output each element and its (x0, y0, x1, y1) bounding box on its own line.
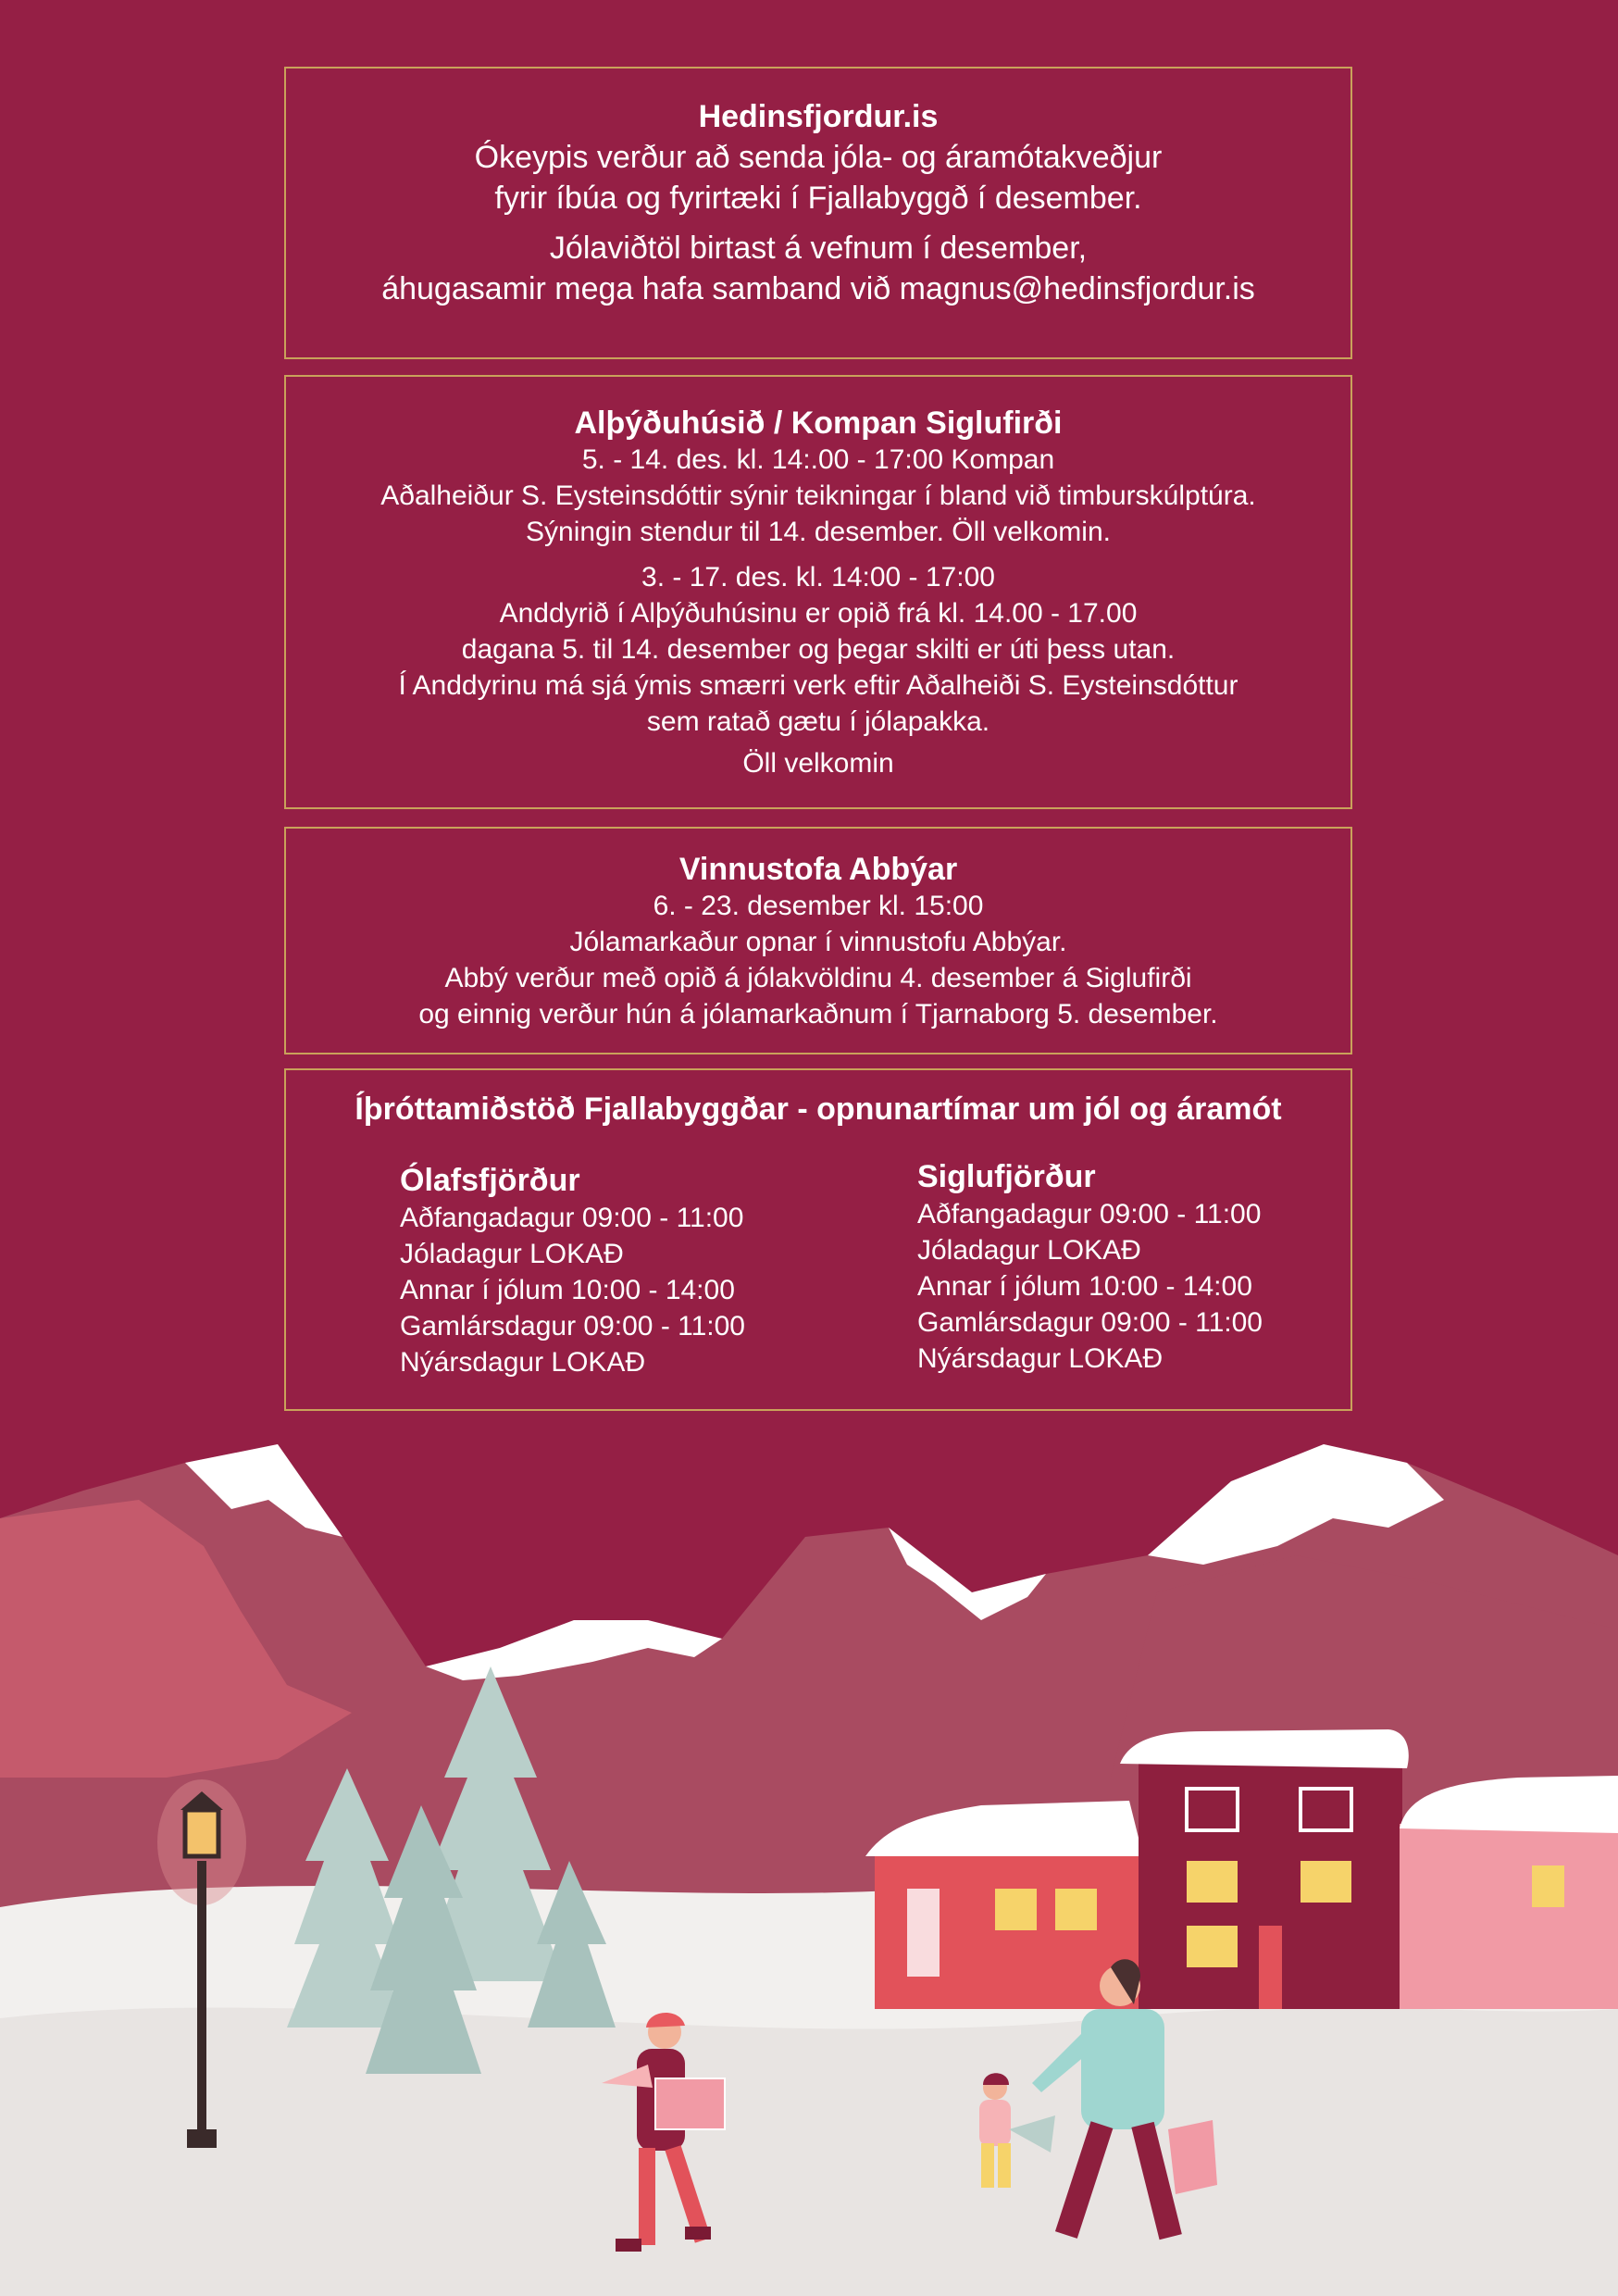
box2-line: Öll velkomin (742, 748, 894, 779)
box2-line: Anddyrið í Alþýðuhúsinu er opið frá kl. 14.00 - 17.00 (499, 598, 1138, 629)
althyduhusid-title: Alþýðuhúsið / Kompan Siglufirði (574, 406, 1063, 441)
box2-line: dagana 5. til 14. desember og þegar skilti er úti þess utan. (461, 634, 1176, 665)
althyduhusid-box (284, 375, 1352, 809)
hours-line: Annar í jólum 10:00 - 14:00 (917, 1271, 1252, 1302)
hours-line: Jóladagur LOKAÐ (917, 1235, 1141, 1266)
olafsfjordur-heading: Ólafsfjörður (400, 1163, 580, 1198)
box3-line: Jólamarkaður opnar í vinnustofu Abbýar. (569, 927, 1067, 957)
contact-email-link[interactable]: magnus@hedinsfjordur.is (899, 271, 1255, 306)
hours-line: Jóladagur LOKAÐ (400, 1239, 624, 1269)
box2-line: 3. - 17. des. kl. 14:00 - 17:00 (641, 562, 995, 593)
hours-line: Nýársdagur LOKAÐ (400, 1347, 646, 1378)
siglufjordur-column (917, 1157, 1263, 1377)
box2-line: sem ratað gætu í jólapakka. (646, 706, 990, 737)
hours-line: Annar í jólum 10:00 - 14:00 (400, 1275, 735, 1305)
box1-line: fyrir íbúa og fyrirtæki í Fjallabyggð í desember. (494, 181, 1142, 216)
box3-line: Abbý verður með opið á jólakvöldinu 4. desember á Siglufirði (444, 963, 1192, 993)
box2-line: Sýningin stendur til 14. desember. Öll velkomin. (526, 517, 1111, 547)
olafsfjordur-column (400, 1161, 745, 1380)
hedinsfjordur-title: Hedinsfjordur.is (698, 99, 939, 134)
winter-scene-illustration (0, 1426, 1618, 2296)
box1-line: Jólaviðtöl birtast á vefnum í desember, (549, 231, 1088, 266)
hours-line: Nýársdagur LOKAÐ (917, 1343, 1164, 1374)
hours-line: Aðfangadagur 09:00 - 11:00 (400, 1203, 744, 1233)
hedinsfjordur-box (284, 67, 1352, 359)
siglufjordur-heading: Siglufjörður (917, 1159, 1096, 1194)
box2-line: Aðalheiður S. Eysteinsdóttir sýnir teikningar í bland við timburskúlptúra. (380, 480, 1256, 511)
contact-prefix: áhugasamir mega hafa samband við (381, 271, 900, 306)
box3-line: 6. - 23. desember kl. 15:00 (653, 891, 984, 921)
hours-line: Gamlársdagur 09:00 - 11:00 (917, 1307, 1263, 1338)
ithrottamidstod-title: Íþróttamiðstöð Fjallabyggðar - opnunartímar um jól og áramót (355, 1092, 1282, 1127)
box1-line: Ókeypis verður að senda jóla- og áramótakveðjur (474, 140, 1163, 175)
box2-line: 5. - 14. des. kl. 14:.00 - 17:00 Kompan (581, 444, 1055, 475)
box2-line: Í Anddyrinu má sjá ýmis smærri verk eftir Aðalheiði S. Eysteinsdóttur (398, 670, 1238, 701)
ithrottamidstod-box (284, 1068, 1352, 1411)
hours-line: Aðfangadagur 09:00 - 11:00 (917, 1199, 1262, 1229)
vinnustofa-box (284, 827, 1352, 1054)
hours-line: Gamlársdagur 09:00 - 11:00 (400, 1311, 745, 1341)
box3-line: og einnig verður hún á jólamarkaðnum í Tjarnaborg 5. desember. (418, 999, 1218, 1029)
vinnustofa-title: Vinnustofa Abbýar (678, 852, 958, 887)
contact-line (286, 268, 1350, 309)
